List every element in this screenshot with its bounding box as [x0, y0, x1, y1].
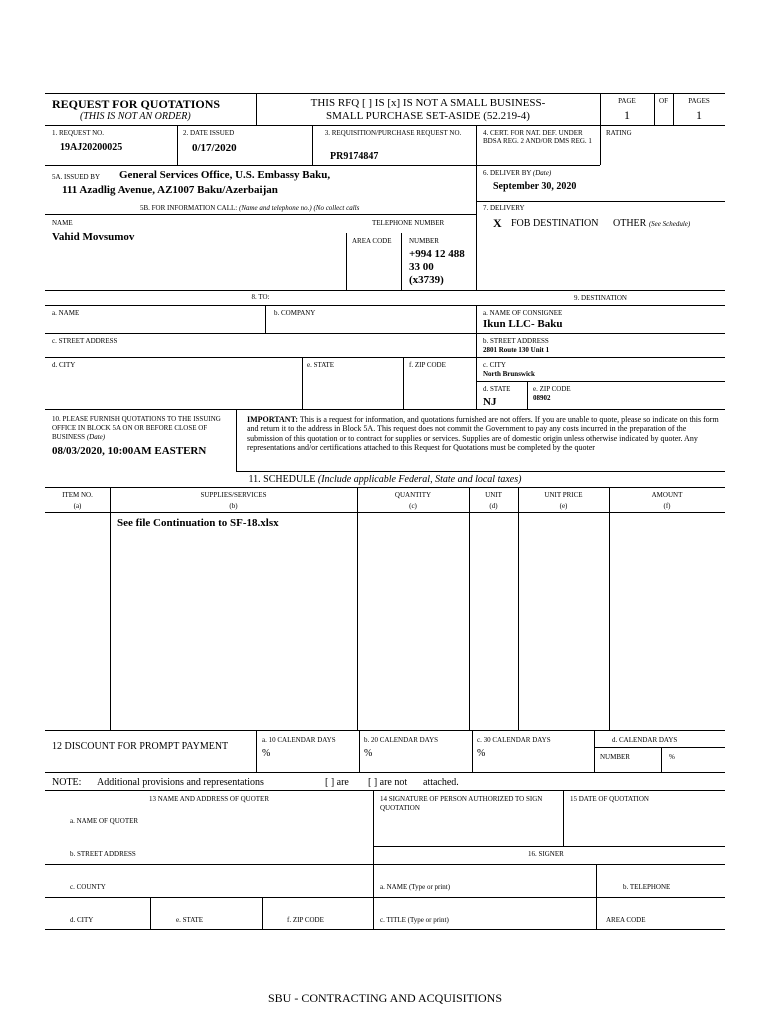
- to-street-label: c. STREET ADDRESS: [52, 337, 118, 345]
- consignee-value[interactable]: Ikun LLC- Baku: [483, 318, 563, 330]
- rating-label: RATING: [606, 129, 632, 137]
- discount-20-percent[interactable]: %: [364, 748, 373, 759]
- quoter-zip-label: f. ZIP CODE: [287, 916, 324, 924]
- info-call-label-suffix: (Name and telephone no.) (No collect calls: [238, 204, 360, 212]
- discount-number-label: NUMBER: [600, 753, 630, 761]
- note-are-checkbox[interactable]: [ ] are: [325, 777, 349, 788]
- deliver-by-label: [483, 169, 551, 177]
- consignee-label: a. NAME OF CONSIGNEE: [483, 309, 563, 317]
- furnish-label-text: 10. PLEASE FURNISH QUOTATIONS TO THE ISSUING OFFICE IN BLOCK 5A ON OR BEFORE CLOSE OF BUSINESS: [52, 415, 221, 441]
- quotation-date-label: 15 DATE OF QUOTATION: [570, 795, 649, 803]
- form-title: REQUEST FOR QUOTATIONS: [52, 97, 221, 111]
- phone-line1[interactable]: +994 12 488: [409, 248, 465, 260]
- dest-city-label: c. CITY: [483, 361, 506, 369]
- area-code-label: AREA CODE: [352, 237, 392, 245]
- delivery-label: 7. DELIVERY: [483, 204, 525, 212]
- phone-line2[interactable]: 33 00: [409, 261, 434, 273]
- discount-days-label: d. CALENDAR DAYS: [612, 736, 678, 744]
- important-text: This is a request for information, and quotations furnished are not offers. If you are unable to quote, please so indicate on this form and return it to the address in Block 5A. This request does not commit the Government to pay any costs incurred in the preparation of the submission of this quotation or to contract for supplies or services. Supplies are of domestic origin unless otherwise indicated by quoter. Any representations and/or certifications attached to this Request for Quotations must be completed by the quoter: [247, 415, 719, 453]
- col-unit: UNIT: [485, 491, 502, 499]
- to-name-label: a. NAME: [52, 309, 80, 317]
- pages-label: PAGES: [688, 97, 710, 105]
- quoter-county-label: c. COUNTY: [70, 883, 106, 891]
- important-lead: IMPORTANT:: [247, 415, 298, 424]
- contact-name-label: NAME: [52, 219, 73, 227]
- info-call-label-text: 5B. FOR INFORMATION CALL:: [140, 204, 238, 212]
- request-no-value[interactable]: 19AJ20200025: [60, 142, 123, 153]
- col-supplies-sub: (b): [229, 502, 238, 510]
- note-attached: attached.: [423, 777, 459, 788]
- to-city-label: d. CITY: [52, 361, 76, 369]
- note-text: Additional provisions and representations: [97, 777, 264, 788]
- destination-label: 9. DESTINATION: [574, 294, 627, 302]
- col-amount: AMOUNT: [651, 491, 683, 499]
- furnish-label: [52, 415, 222, 442]
- schedule-row-text[interactable]: See file Continuation to SF-18.xlsx: [117, 517, 279, 529]
- col-supplies: SUPPLIES/SERVICES: [200, 491, 267, 499]
- phone-line3[interactable]: (x3739): [409, 274, 444, 286]
- col-quantity: QUANTITY: [394, 491, 432, 499]
- contact-name-value[interactable]: Vahid Movsumov: [52, 231, 135, 243]
- to-zip-label: f. ZIP CODE: [409, 361, 446, 369]
- rfq-setaside-line1: THIS RFQ [ ] IS [x] IS NOT A SMALL BUSINESS-: [310, 97, 546, 109]
- calendar-days-divider: [594, 747, 725, 748]
- dest-city-value[interactable]: North Brunswick: [483, 370, 535, 378]
- discount-20-label: b. 20 CALENDAR DAYS: [364, 736, 439, 744]
- signature-block-label: 14 SIGNATURE OF PERSON AUTHORIZED TO SIGN QUOTATION: [380, 795, 543, 812]
- furnish-label-suffix: (Date): [86, 433, 106, 441]
- signer-area-code-label: AREA CODE: [606, 916, 646, 924]
- signer-telephone-label: b. TELEPHONE: [623, 883, 671, 891]
- col-item-no: ITEM NO.: [62, 491, 93, 499]
- form-subtitle: (THIS IS NOT AN ORDER): [80, 111, 191, 122]
- issued-by-label: 5A. ISSUED BY: [52, 173, 101, 181]
- page-label: PAGE: [618, 97, 636, 105]
- requisition-value[interactable]: PR9174847: [330, 151, 379, 162]
- delivery-mark[interactable]: X: [493, 216, 502, 230]
- other-option-suffix: (See Schedule): [648, 220, 691, 228]
- to-company-label: b. COMPANY: [274, 309, 316, 317]
- deliver-by-value[interactable]: September 30, 2020: [493, 181, 577, 192]
- other-option-label: OTHER: [613, 218, 647, 229]
- schedule-title-suffix: (Include applicable Federal, State and local taxes): [317, 474, 522, 485]
- to-state-label: e. STATE: [307, 361, 335, 369]
- cert-label: 4. CERT. FOR NAT. DEF. UNDER BDSA REG. 2 AND/OR DMS REG. 1: [483, 129, 592, 145]
- discount-30-percent[interactable]: %: [477, 748, 486, 759]
- dest-zip-value[interactable]: 08902: [533, 394, 551, 402]
- requisition-label: 3. REQUISITION/PURCHASE REQUEST NO.: [324, 129, 462, 137]
- col-unit-sub: (d): [489, 502, 498, 510]
- deliver-by-label-suffix: (Date): [532, 169, 552, 177]
- of-label: OF: [659, 97, 668, 105]
- discount-days-percent[interactable]: %: [669, 753, 675, 761]
- pages-value: 1: [696, 108, 702, 122]
- signer-title-label: c. TITLE (Type or print): [380, 916, 449, 924]
- col-amount-sub: (f): [663, 502, 671, 510]
- schedule-title: [45, 474, 725, 485]
- dest-state-value[interactable]: NJ: [483, 396, 497, 408]
- discount-10-label: a. 10 CALENDAR DAYS: [262, 736, 336, 744]
- discount-10-percent[interactable]: %: [262, 748, 271, 759]
- deliver-by-label-text: 6. DELIVER BY: [483, 169, 532, 177]
- rfq-setaside-line2: SMALL PURCHASE SET-ASIDE (52.219-4): [326, 110, 530, 122]
- discount-30-label: c. 30 CALENDAR DAYS: [477, 736, 551, 744]
- telephone-number-label: TELEPHONE NUMBER: [372, 219, 445, 227]
- request-no-label: 1. REQUEST NO.: [52, 129, 104, 137]
- quoter-block-label: 13 NAME AND ADDRESS OF QUOTER: [149, 795, 269, 803]
- col-item-no-sub: (a): [73, 502, 82, 510]
- footer-text: SBU - CONTRACTING AND ACQUISITIONS: [267, 991, 502, 1005]
- quoter-name-label: a. NAME OF QUOTER: [70, 817, 139, 825]
- issued-by-line2[interactable]: 111 Azadlig Avenue, AZ1007 Baku/Azerbaijan: [62, 184, 278, 196]
- quoter-state-label: e. STATE: [176, 916, 204, 924]
- quoter-city-label: d. CITY: [70, 916, 94, 924]
- discount-label: 12 DISCOUNT FOR PROMPT PAYMENT: [52, 741, 229, 752]
- col-quantity-sub: (c): [409, 502, 417, 510]
- page-value: 1: [624, 108, 630, 122]
- to-label: 8. TO:: [251, 293, 270, 301]
- dest-zip-label: e. ZIP CODE: [533, 385, 571, 393]
- quotation-deadline[interactable]: 08/03/2020, 10:00AM EASTERN: [52, 445, 207, 457]
- signer-name-label: a. NAME (Type or print): [380, 883, 451, 891]
- date-issued-value[interactable]: 0/17/2020: [192, 142, 237, 154]
- dest-state-label: d. STATE: [483, 385, 511, 393]
- number-label: NUMBER: [409, 237, 439, 245]
- signer-label: 16. SIGNER: [528, 850, 564, 858]
- dest-street-label: b. STREET ADDRESS: [483, 337, 549, 345]
- info-call-label: [140, 204, 359, 212]
- important-notice: [247, 415, 719, 453]
- col-unit-price-sub: (e): [559, 502, 568, 510]
- issued-by-line1[interactable]: General Services Office, U.S. Embassy Baku,: [119, 169, 331, 181]
- other-option[interactable]: [613, 218, 690, 229]
- date-issued-label: 2. DATE ISSUED: [183, 129, 235, 137]
- dest-street-value[interactable]: 2801 Route 130 Unit 1: [483, 346, 550, 354]
- fob-destination-option[interactable]: FOB DESTINATION: [511, 218, 599, 229]
- col-unit-price: UNIT PRICE: [544, 491, 583, 499]
- note-label: NOTE:: [52, 777, 82, 788]
- quoter-street-label: b. STREET ADDRESS: [70, 850, 136, 858]
- schedule-title-text: 11. SCHEDULE: [248, 474, 316, 485]
- note-are-not-checkbox[interactable]: [ ] are not: [368, 777, 408, 788]
